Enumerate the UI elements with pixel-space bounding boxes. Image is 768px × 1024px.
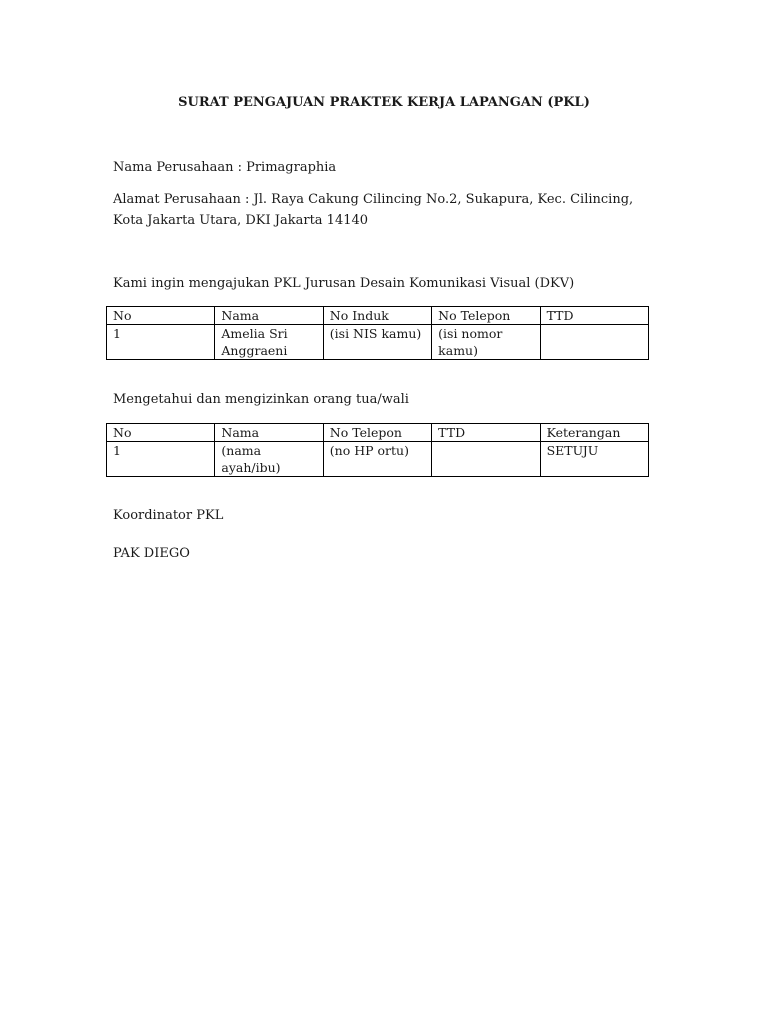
cell-no: 1: [107, 325, 215, 360]
intro-text: Kami ingin mengajukan PKL Jurusan Desain Komunikasi Visual (DKV): [113, 276, 575, 291]
document-title: SURAT PENGAJUAN PRAKTEK KERJA LAPANGAN (PKL): [178, 95, 590, 110]
header-cell-no-telepon: No Telepon: [432, 307, 540, 325]
header-cell-ttd: TTD: [432, 424, 540, 442]
cell-no-induk: (isi NIS kamu): [323, 325, 431, 360]
cell-nama: Amelia Sri Anggraeni: [215, 325, 323, 360]
cell-no-telepon: (no HP ortu): [323, 442, 431, 477]
student-table: [106, 306, 649, 360]
table-row: [107, 442, 649, 477]
table-row: [107, 325, 649, 360]
cell-ttd: [432, 442, 540, 477]
cell-no: 1: [107, 442, 215, 477]
coordinator-name: PAK DIEGO: [113, 546, 190, 561]
header-cell-no: No: [107, 307, 215, 325]
cell-ttd: [540, 325, 648, 360]
table-header-row: [107, 424, 649, 442]
header-cell-nama: Nama: [215, 307, 323, 325]
header-cell-no-induk: No Induk: [323, 307, 431, 325]
header-cell-no: No: [107, 424, 215, 442]
cell-no-telepon: (isi nomor kamu): [432, 325, 540, 360]
header-cell-ttd: TTD: [540, 307, 648, 325]
company-address: Alamat Perusahaan : Jl. Raya Cakung Cilincing No.2, Sukapura, Kec. Cilincing, Kota Jakarta Utara, DKI Jakarta 14140: [113, 192, 634, 228]
header-cell-nama: Nama: [215, 424, 323, 442]
parent-table: [106, 423, 649, 477]
header-cell-no-telepon: No Telepon: [323, 424, 431, 442]
header-cell-keterangan: Keterangan: [540, 424, 648, 442]
cell-keterangan: SETUJU: [540, 442, 648, 477]
cell-nama: (nama ayah/ibu): [215, 442, 323, 477]
company-name: Nama Perusahaan : Primagraphia: [113, 160, 337, 175]
parent-intro-text: Mengetahui dan mengizinkan orang tua/wali: [113, 392, 409, 407]
coordinator-label: Koordinator PKL: [113, 508, 224, 523]
table-header-row: [107, 307, 649, 325]
